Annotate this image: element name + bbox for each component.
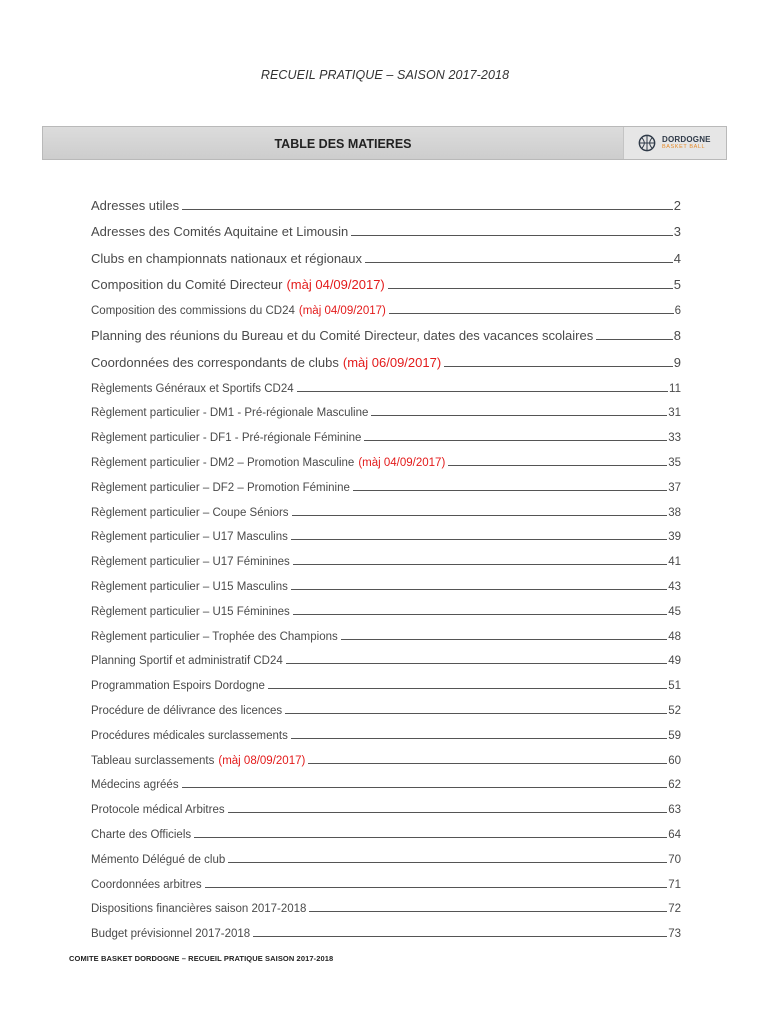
toc-leader-line: [268, 688, 667, 689]
toc-entry-label[interactable]: Dispositions financières saison 2017-2018: [91, 903, 307, 916]
toc-entry-label[interactable]: Procédure de délivrance des licences: [91, 704, 283, 717]
toc-entry[interactable]: [91, 568, 681, 593]
toc-entry[interactable]: [91, 317, 681, 344]
document-title: RECUEIL PRATIQUE – SAISON 2017-2018: [260, 68, 510, 82]
toc-entry[interactable]: [91, 370, 681, 395]
toc-entry-label[interactable]: Procédures médicales surclassements: [91, 729, 288, 742]
toc-entry-update-note: (màj 04/09/2017): [358, 456, 446, 469]
toc-entry-update-note: (màj 06/09/2017): [342, 354, 442, 370]
toc-leader-line: [253, 936, 667, 937]
toc-entry-page-number[interactable]: 72: [668, 903, 681, 916]
toc-leader-line: [371, 415, 667, 416]
toc-leader-line: [596, 339, 673, 340]
toc-entry[interactable]: [91, 643, 681, 668]
toc-entry[interactable]: [91, 444, 681, 469]
toc-entry[interactable]: [91, 891, 681, 916]
toc-entry-page-number[interactable]: 9: [673, 354, 681, 370]
toc-entry[interactable]: [91, 239, 681, 266]
toc-entry-page-number[interactable]: 33: [668, 432, 681, 445]
toc-entry[interactable]: [91, 543, 681, 568]
dordogne-basket-logo: [623, 127, 726, 159]
toc-entry-page-number[interactable]: 45: [668, 605, 681, 618]
toc-entry-label[interactable]: Médecins agréés: [91, 779, 179, 792]
toc-entry-label[interactable]: Règlements Généraux et Sportifs CD24: [91, 382, 294, 395]
toc-entry[interactable]: [91, 816, 681, 841]
toc-entry[interactable]: [91, 618, 681, 643]
toc-leader-line: [182, 787, 668, 788]
toc-entry-page-number[interactable]: 63: [668, 804, 681, 817]
toc-leader-line: [308, 763, 667, 764]
toc-entry-page-number[interactable]: 38: [668, 506, 681, 519]
toc-leader-line: [194, 837, 667, 838]
toc-entry-page-number[interactable]: 73: [668, 928, 681, 941]
toc-entry-page-number[interactable]: 8: [673, 328, 681, 344]
toc-entry-label[interactable]: Règlement particulier – U15 Féminines: [91, 605, 290, 618]
toc-entry-page-number[interactable]: 11: [669, 382, 681, 395]
toc-entry-page-number[interactable]: 49: [668, 655, 681, 668]
toc-entry-page-number[interactable]: 52: [668, 704, 681, 717]
toc-entry-page-number[interactable]: 41: [668, 556, 681, 569]
toc-entry[interactable]: [91, 791, 681, 816]
toc-entry[interactable]: [91, 519, 681, 544]
toc-leader-line: [444, 366, 673, 367]
toc-entry-page-number[interactable]: 70: [668, 853, 681, 866]
toc-entry[interactable]: [91, 213, 681, 240]
toc-leader-line: [353, 490, 667, 491]
toc-entry[interactable]: [91, 593, 681, 618]
toc-leader-line: [291, 738, 667, 739]
toc-entry[interactable]: [91, 742, 681, 767]
toc-entry-label[interactable]: Règlement particulier - DM1 - Pré-régionale Masculine: [91, 407, 369, 420]
toc-entry[interactable]: [91, 915, 681, 940]
toc-entry-label[interactable]: Tableau surclassements: [91, 754, 215, 767]
toc-entry-page-number[interactable]: 37: [668, 481, 681, 494]
toc-entry[interactable]: [91, 266, 681, 293]
table-of-contents: [91, 186, 681, 940]
toc-leader-line: [293, 564, 667, 565]
toc-leader-line: [291, 589, 667, 590]
toc-entry-update-note: (màj 04/09/2017): [286, 277, 385, 292]
toc-leader-line: [309, 911, 667, 912]
toc-entry-label[interactable]: Clubs en championnats nationaux et régionaux: [91, 250, 363, 266]
page-footer: COMITE BASKET DORDOGNE – RECUEIL PRATIQUE SAISON 2017-2018: [69, 954, 334, 963]
toc-entry-label[interactable]: Règlement particulier – Trophée des Champions: [91, 630, 338, 643]
toc-leader-line: [228, 862, 667, 863]
toc-heading: TABLE DES MATIERES: [274, 137, 412, 151]
toc-entry[interactable]: [91, 292, 681, 317]
toc-entry-label[interactable]: Règlement particulier – U17 Masculins: [91, 531, 288, 544]
toc-entry-label[interactable]: Coordonnées arbitres: [91, 878, 202, 891]
toc-entry-label[interactable]: Mémento Délégué de club: [91, 853, 226, 866]
toc-entry[interactable]: [91, 667, 681, 692]
toc-entry[interactable]: [91, 866, 681, 891]
toc-entry-label[interactable]: Planning des réunions du Bureau et du Comité Directeur, dates des vacances scolaires: [91, 328, 594, 344]
toc-entry-page-number[interactable]: 51: [668, 680, 681, 693]
toc-entry-label[interactable]: Règlement particulier – DF2 – Promotion Féminine: [91, 481, 350, 494]
toc-leader-line: [351, 235, 673, 236]
toc-entry-label[interactable]: Règlement particulier – Coupe Séniors: [91, 506, 289, 519]
toc-leader-line: [293, 614, 667, 615]
toc-entry-page-number[interactable]: 35: [668, 456, 681, 469]
toc-entry-label[interactable]: Coordonnées des correspondants de clubs: [91, 354, 339, 370]
toc-entry-label[interactable]: Règlement particulier – U15 Masculins: [91, 580, 288, 593]
toc-leader-line: [341, 639, 667, 640]
logo-subtitle: BASKET BALL: [662, 144, 706, 150]
toc-entry-page-number[interactable]: 31: [668, 407, 681, 420]
toc-leader-line: [292, 515, 668, 516]
toc-entry-label[interactable]: Programmation Espoirs Dordogne: [91, 680, 265, 693]
toc-entry-label[interactable]: Règlement particulier - DF1 - Pré-régionale Féminine: [91, 432, 362, 445]
toc-entry-label[interactable]: Composition des commissions du CD24: [91, 304, 295, 317]
toc-entry-page-number[interactable]: 2: [673, 197, 681, 213]
toc-entry-label[interactable]: Adresses des Comités Aquitaine et Limousin: [91, 224, 349, 239]
toc-leader-line: [291, 539, 667, 540]
toc-leader-line: [285, 713, 667, 714]
toc-entry[interactable]: [91, 692, 681, 717]
toc-leader-line: [448, 465, 667, 466]
logo-name: DORDOGNE: [662, 135, 711, 144]
toc-entry-label[interactable]: Protocole médical Arbitres: [91, 804, 225, 817]
toc-leader-line: [182, 209, 673, 210]
toc-leader-line: [297, 391, 668, 392]
toc-entry-page-number[interactable]: 6: [674, 304, 681, 317]
toc-entry-label[interactable]: Adresses utiles: [91, 197, 180, 213]
toc-entry[interactable]: [91, 469, 681, 494]
toc-leader-line: [205, 887, 668, 888]
toc-entry-page-number[interactable]: 59: [668, 729, 681, 742]
toc-banner: [42, 126, 727, 160]
toc-entry[interactable]: [91, 186, 681, 213]
toc-entry-page-number[interactable]: 4: [673, 250, 681, 266]
toc-entry-page-number[interactable]: 43: [668, 580, 681, 593]
toc-entry[interactable]: [91, 717, 681, 742]
toc-entry-label[interactable]: Budget prévisionnel 2017-2018: [91, 928, 251, 941]
toc-entry-page-number[interactable]: 64: [668, 828, 681, 841]
toc-leader-line: [228, 812, 668, 813]
toc-entry-label[interactable]: Charte des Officiels: [91, 828, 192, 841]
toc-leader-line: [364, 440, 667, 441]
basketball-icon: [638, 134, 656, 152]
toc-entry-update-note: (màj 04/09/2017): [298, 304, 386, 317]
toc-entry[interactable]: [91, 395, 681, 420]
toc-leader-line: [389, 313, 674, 314]
toc-entry[interactable]: [91, 767, 681, 792]
toc-entry-page-number[interactable]: 60: [668, 754, 681, 767]
toc-entry-page-number[interactable]: 39: [668, 531, 681, 544]
toc-entry-page-number[interactable]: 5: [673, 277, 681, 292]
toc-entry-page-number[interactable]: 62: [668, 779, 681, 792]
toc-entry[interactable]: [91, 494, 681, 519]
toc-entry[interactable]: [91, 841, 681, 866]
toc-entry-page-number[interactable]: 3: [673, 224, 681, 239]
toc-entry-label[interactable]: Règlement particulier - DM2 – Promotion Masculine: [91, 456, 355, 469]
toc-entry[interactable]: [91, 343, 681, 370]
toc-leader-line: [365, 262, 673, 263]
toc-entry-label[interactable]: Composition du Comité Directeur: [91, 277, 283, 292]
toc-entry-update-note: (màj 08/09/2017): [218, 754, 306, 767]
toc-entry[interactable]: [91, 419, 681, 444]
toc-entry-page-number[interactable]: 71: [668, 878, 681, 891]
toc-entry-label[interactable]: Règlement particulier – U17 Féminines: [91, 556, 290, 569]
toc-leader-line: [388, 288, 673, 289]
toc-entry-page-number[interactable]: 48: [668, 630, 681, 643]
toc-leader-line: [286, 663, 667, 664]
toc-entry-label[interactable]: Planning Sportif et administratif CD24: [91, 655, 283, 668]
